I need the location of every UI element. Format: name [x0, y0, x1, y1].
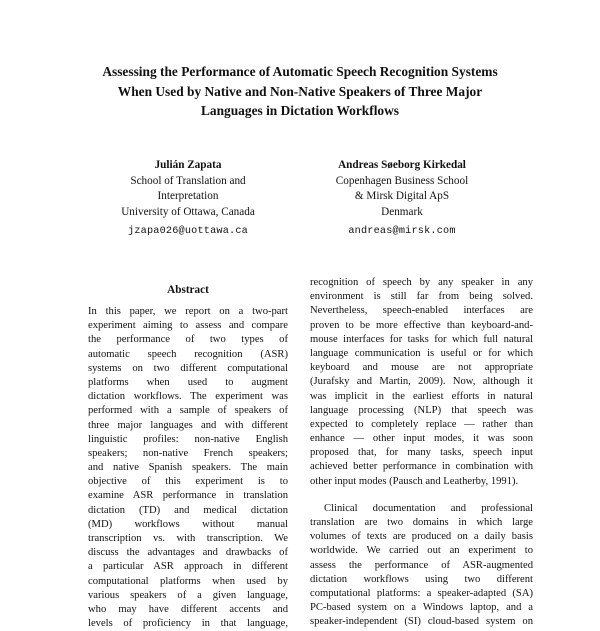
body-line: Clinical documentation and professional — [324, 502, 533, 514]
abstract-line: discuss the advantages and drawbacks of — [88, 547, 288, 559]
abstract-line: computational platforms when used by — [88, 575, 288, 587]
body-line: proposed that, for many tasks, speech input — [310, 447, 533, 459]
title-line: When Used by Native and Non-Native Speakers of Three Major — [117, 83, 483, 99]
body-line: PC-based system on a Windows laptop, and a — [310, 602, 533, 614]
abstract-line: examine ASR performance in translation — [88, 490, 288, 502]
abstract-line: systems on two different computational — [88, 362, 288, 374]
abstract-line: performed with a sample of speakers of — [88, 405, 288, 417]
body-line: Nevertheless, speech-enabled interfaces are — [310, 305, 533, 317]
author-block-2 — [297, 158, 507, 240]
abstract-heading: Abstract — [167, 284, 209, 296]
abstract-line: (MD) workflows without manual — [88, 518, 288, 530]
abstract-line: the performance of two types of — [88, 334, 288, 346]
body-line: language communication is useful or for which — [310, 347, 533, 359]
body-line: translation are two domains in which large — [310, 517, 533, 528]
abstract-line: dictation workflows. The experiment was — [88, 391, 288, 403]
author-affiliation-line: Denmark — [381, 205, 423, 218]
body-line: mouse interfaces for tasks for which full natural — [310, 333, 533, 345]
body-line: volumes of texts are produced on a daily basis — [310, 531, 533, 543]
body-line: (Jurafsky and Martin, 2009). Now, although it — [310, 376, 533, 388]
author-affiliation-line: Copenhagen Business School — [335, 174, 469, 187]
body-line: assess the performance of ASR-augmented — [310, 559, 533, 571]
body-line: worldwide. We carried out an experiment to — [310, 545, 533, 557]
author-name: Andreas Søeborg Kirkedal — [338, 159, 466, 171]
paragraph-gap — [310, 489, 533, 502]
abstract-line: various speakers of a given language, — [88, 589, 288, 601]
paper-title — [60, 62, 540, 121]
title-line: Languages in Dictation Workflows — [200, 103, 400, 118]
body-line: enhance — other input modes, it was soon — [310, 433, 533, 445]
body-line: computational platforms: a speaker-adapted (SA) — [310, 587, 533, 599]
body-line: achieved better performance in combination with — [310, 461, 533, 473]
abstract-line: platforms when used to augment — [88, 376, 288, 388]
author-affiliation-line: Interpretation — [157, 190, 219, 203]
body-line: other input modes (Pausch and Leatherby, 1991). — [310, 475, 519, 487]
abstract-line: In this paper, we report on a two-part — [88, 306, 288, 317]
body-line: environment is still far from being solved. — [310, 291, 533, 303]
abstract-line: and native Spanish speakers. The main — [88, 462, 288, 474]
body-line: was implicit in the earliest efforts in natural — [310, 390, 533, 402]
abstract-text — [88, 305, 288, 631]
author-affiliation-line: School of Translation and — [130, 174, 246, 187]
body-line: language processing (NLP) that speech was — [310, 404, 533, 416]
abstract-line: three major languages and with different — [88, 419, 288, 431]
author-affiliation-line: & Mirsk Digital ApS — [354, 190, 450, 203]
abstract-line: speakers; non-native French speakers; — [88, 447, 288, 459]
author-name: Julián Zapata — [154, 159, 222, 171]
abstract-line: experiment aiming to assess and compare — [88, 320, 288, 332]
body-column — [310, 276, 533, 630]
abstract-line: a particular ASR approach in different — [88, 561, 288, 573]
author-block-1 — [83, 158, 293, 240]
abstract-line: linguistic profiles: non-native English — [88, 433, 288, 445]
abstract-line: levels of proficiency in that language, — [88, 618, 288, 630]
body-line: speaker-independent (SI) cloud-based system on — [310, 616, 533, 628]
abstract-line: objective of this experiment is to — [88, 476, 288, 488]
title-line: Assessing the Performance of Automatic Speech Recognition Systems — [102, 64, 498, 79]
author-affiliation-line: University of Ottawa, Canada — [121, 205, 255, 218]
body-line: recognition of speech by any speaker in any — [310, 277, 533, 288]
abstract-line: who may have different accents and — [88, 603, 288, 615]
author-email: jzapa026@uottawa.ca — [128, 226, 248, 238]
abstract-line: dictation (TD) and medical dictation — [88, 504, 288, 516]
abstract-line: transcription vs. with transcription. We — [88, 533, 288, 544]
author-email: andreas@mirsk.com — [348, 226, 456, 238]
body-line: keyboard and mouse are not appropriate — [310, 362, 533, 374]
body-line: expected to completely replace — rather than — [310, 418, 533, 430]
abstract-line: automatic speech recognition (ASR) — [88, 348, 288, 360]
body-line: proven to be more effective than keyboard-and- — [310, 319, 533, 331]
body-line: dictation workflows using two different — [310, 573, 533, 585]
